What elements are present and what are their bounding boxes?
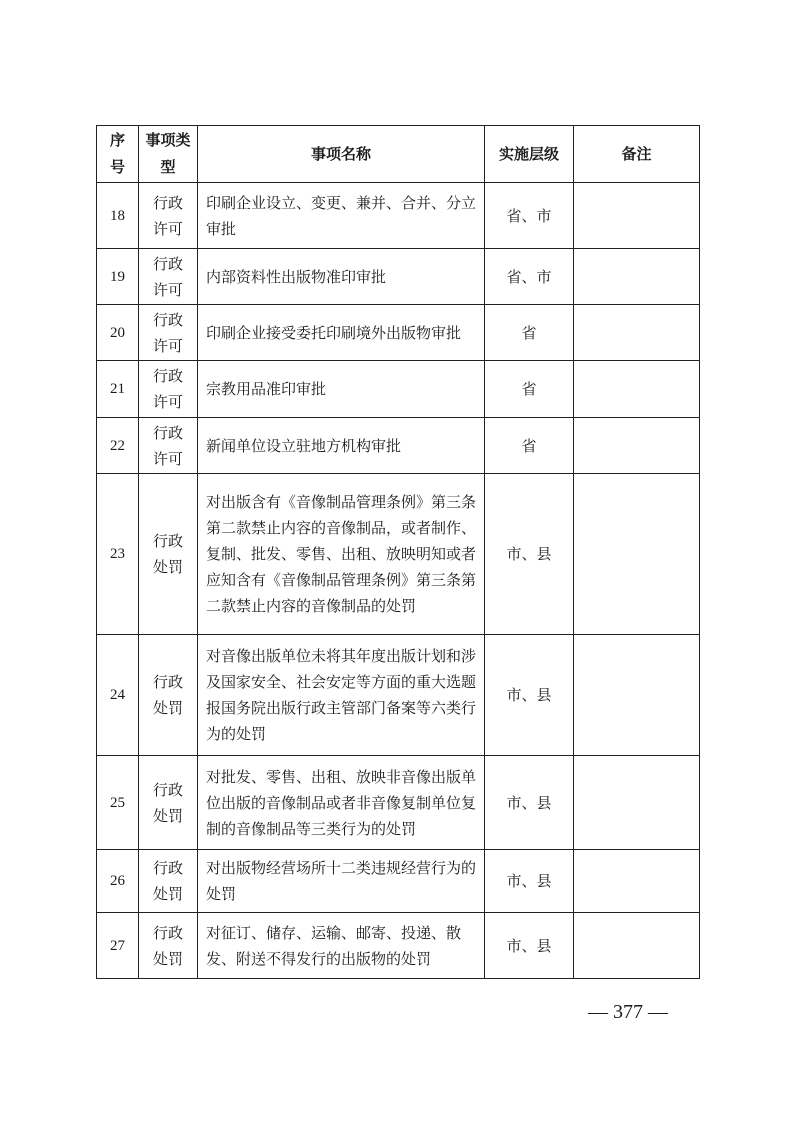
row-type: 行政许可 <box>139 418 198 474</box>
row-name: 印刷企业设立、变更、兼并、合并、分立审批 <box>198 183 485 249</box>
row-note <box>574 635 700 756</box>
header-name: 事项名称 <box>198 126 485 183</box>
row-name: 对出版物经营场所十二类违规经营行为的处罚 <box>198 850 485 913</box>
row-type: 行政许可 <box>139 361 198 418</box>
row-type: 行政许可 <box>139 183 198 249</box>
table-row <box>97 361 700 418</box>
header-note: 备注 <box>574 126 700 183</box>
row-note <box>574 249 700 305</box>
row-serial: 26 <box>97 850 139 913</box>
header-level: 实施层级 <box>485 126 574 183</box>
row-note <box>574 474 700 635</box>
row-serial: 21 <box>97 361 139 418</box>
row-name: 对征订、储存、运输、邮寄、投递、散发、附送不得发行的出版物的处罚 <box>198 913 485 979</box>
table-row <box>97 183 700 249</box>
row-serial: 19 <box>97 249 139 305</box>
row-level: 市、县 <box>485 850 574 913</box>
row-serial: 20 <box>97 305 139 361</box>
row-level: 省 <box>485 361 574 418</box>
row-type: 行政处罚 <box>139 913 198 979</box>
matters-table <box>96 125 700 979</box>
table-row <box>97 305 700 361</box>
row-type: 行政处罚 <box>139 756 198 850</box>
row-name: 印刷企业接受委托印刷境外出版物审批 <box>198 305 485 361</box>
row-level: 市、县 <box>485 756 574 850</box>
row-serial: 24 <box>97 635 139 756</box>
row-name: 对出版含有《音像制品管理条例》第三条第二款禁止内容的音像制品，或者制作、复制、批发、零售、出租、放映明知或者应知含有《音像制品管理条例》第三条第二款禁止内容的音像制品的处罚 <box>198 474 485 635</box>
row-level: 省、市 <box>485 183 574 249</box>
row-note <box>574 305 700 361</box>
table-row <box>97 635 700 756</box>
row-type: 行政处罚 <box>139 635 198 756</box>
table-row <box>97 418 700 474</box>
row-name: 对批发、零售、出租、放映非音像出版单位出版的音像制品或者非音像复制单位复制的音像制品等三类行为的处罚 <box>198 756 485 850</box>
row-type: 行政许可 <box>139 249 198 305</box>
table-row <box>97 249 700 305</box>
row-type: 行政处罚 <box>139 850 198 913</box>
header-type: 事项类型 <box>139 126 198 183</box>
row-note <box>574 756 700 850</box>
row-note <box>574 913 700 979</box>
row-level: 省 <box>485 305 574 361</box>
row-level: 省 <box>485 418 574 474</box>
page-number: — 377 — <box>588 1001 668 1023</box>
row-serial: 23 <box>97 474 139 635</box>
row-level: 市、县 <box>485 474 574 635</box>
row-serial: 18 <box>97 183 139 249</box>
row-name: 新闻单位设立驻地方机构审批 <box>198 418 485 474</box>
row-note <box>574 361 700 418</box>
row-level: 市、县 <box>485 635 574 756</box>
row-type: 行政许可 <box>139 305 198 361</box>
row-serial: 22 <box>97 418 139 474</box>
table-row <box>97 850 700 913</box>
row-level: 省、市 <box>485 249 574 305</box>
table-row <box>97 474 700 635</box>
row-name: 内部资料性出版物准印审批 <box>198 249 485 305</box>
row-note <box>574 183 700 249</box>
row-serial: 27 <box>97 913 139 979</box>
header-row <box>97 126 700 183</box>
row-serial: 25 <box>97 756 139 850</box>
row-type: 行政处罚 <box>139 474 198 635</box>
table-row <box>97 913 700 979</box>
row-level: 市、县 <box>485 913 574 979</box>
table-row <box>97 756 700 850</box>
row-note <box>574 850 700 913</box>
row-name: 宗教用品准印审批 <box>198 361 485 418</box>
row-name: 对音像出版单位未将其年度出版计划和涉及国家安全、社会安定等方面的重大选题报国务院出版行政主管部门备案等六类行为的处罚 <box>198 635 485 756</box>
header-serial: 序号 <box>97 126 139 183</box>
row-note <box>574 418 700 474</box>
